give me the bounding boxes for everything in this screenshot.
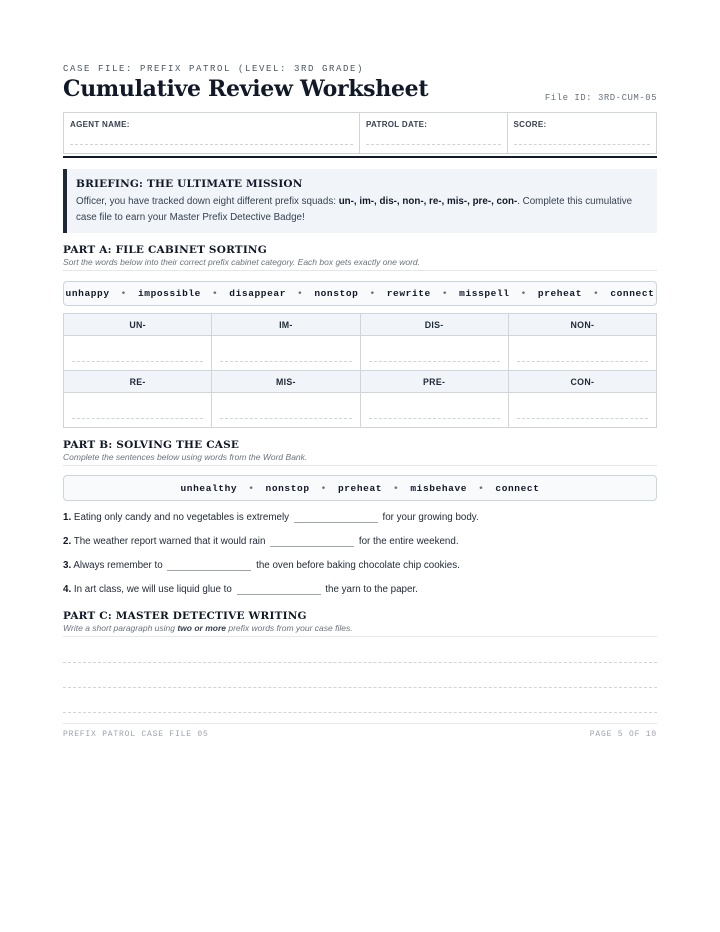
page-title: Cumulative Review Worksheet xyxy=(63,76,429,102)
answer-line xyxy=(517,418,648,419)
briefing-box xyxy=(63,169,657,233)
word-bank-word: preheat xyxy=(337,482,383,494)
answer-box-non[interactable] xyxy=(508,336,656,371)
sentence-number: 1. xyxy=(63,512,72,523)
bullet-separator: • xyxy=(120,288,127,299)
part-c-subtitle-before: Write a short paragraph using xyxy=(63,623,178,633)
agent-name-field[interactable] xyxy=(64,113,360,153)
part-b-header xyxy=(63,439,657,466)
category-re: RE- xyxy=(64,371,212,393)
writing-line[interactable] xyxy=(63,662,657,663)
agent-name-label: AGENT NAME: xyxy=(70,120,130,129)
bullet-separator: • xyxy=(520,288,527,299)
bullet-separator: • xyxy=(441,288,449,299)
patrol-date-label: PATROL DATE: xyxy=(366,120,428,129)
briefing-prefixes: un-, im-, dis-, non-, re-, mis-, pre-, con- xyxy=(338,196,518,207)
word-bank-word: nonstop xyxy=(265,482,310,494)
bullet-separator: • xyxy=(320,482,327,494)
answer-box-mis[interactable] xyxy=(212,393,360,428)
fill-in-blank[interactable] xyxy=(167,559,251,571)
category-im: IM- xyxy=(212,314,360,336)
briefing-text-after: . Complete this cumulative case file to earn your Master Prefix Detective Badge! xyxy=(76,196,633,223)
patrol-date-field[interactable] xyxy=(360,113,508,153)
answer-box-un[interactable] xyxy=(64,336,212,371)
sentence-number: 4. xyxy=(63,584,72,595)
sentence-text-after: the yarn to the paper. xyxy=(325,584,418,595)
answer-box-con[interactable] xyxy=(508,393,656,428)
sentence-text-after: for your growing body. xyxy=(382,512,479,523)
part-c-title: PART C: MASTER DETECTIVE WRITING xyxy=(63,610,307,622)
fill-in-blank[interactable] xyxy=(270,535,354,547)
part-a-title: PART A: FILE CABINET SORTING xyxy=(63,244,267,256)
agent-info-grid xyxy=(63,112,657,154)
sentence-number: 3. xyxy=(63,560,72,571)
word-bank-word: preheat xyxy=(537,288,583,299)
sentence-text-before: Eating only candy and no vegetables is extremely xyxy=(73,512,290,523)
word-bank-word: connect xyxy=(495,482,540,494)
answer-line xyxy=(220,361,351,362)
footer-page-number: PAGE 5 OF 10 xyxy=(589,730,657,739)
word-bank-word: unhealthy xyxy=(180,482,238,494)
patrol-date-line xyxy=(366,144,501,145)
answer-line xyxy=(517,361,648,362)
case-file-label: CASE FILE: PREFIX PATROL (LEVEL: 3RD GRADE) xyxy=(63,64,365,74)
word-bank-word: misbehave xyxy=(410,482,468,494)
answer-line xyxy=(220,418,351,419)
answer-line xyxy=(72,418,203,419)
answer-line xyxy=(369,418,500,419)
word-bank-word: disappear xyxy=(229,288,287,299)
category-con: CON- xyxy=(508,371,656,393)
answer-line xyxy=(369,361,500,362)
category-pre: PRE- xyxy=(360,371,508,393)
score-label: SCORE: xyxy=(513,120,547,129)
bullet-separator: • xyxy=(593,288,600,299)
bullet-separator: • xyxy=(478,482,485,494)
part-a-word-bank xyxy=(63,281,657,306)
briefing-text-before: Officer, you have tracked down eight different prefix squads: xyxy=(76,196,339,207)
part-c-header xyxy=(63,610,657,637)
header-divider xyxy=(63,156,657,158)
word-bank-word: misspell xyxy=(459,288,510,299)
answer-box-pre[interactable] xyxy=(360,393,508,428)
bullet-separator: • xyxy=(211,288,219,299)
fill-in-blank[interactable] xyxy=(294,511,378,523)
writing-line[interactable] xyxy=(63,687,657,688)
part-a-subtitle: Sort the words below into their correct prefix cabinet category. Each box gets exactly one word. xyxy=(63,257,657,271)
sentence-text-before: The weather report warned that it would rain xyxy=(73,536,266,547)
sentence-text-before: In art class, we will use liquid glue to xyxy=(73,584,232,595)
fill-in-blank[interactable] xyxy=(237,583,321,595)
bullet-separator: • xyxy=(393,482,400,494)
part-b-subtitle: Complete the sentences below using words from the Word Bank. xyxy=(63,452,657,466)
part-c-subtitle xyxy=(63,623,657,637)
answer-box-dis[interactable] xyxy=(360,336,508,371)
part-c-subtitle-after: prefix words from your case files. xyxy=(226,623,353,633)
footer-divider xyxy=(63,723,657,724)
word-bank-word: connect xyxy=(610,288,655,299)
category-mis: MIS- xyxy=(212,371,360,393)
word-bank-word: unhappy xyxy=(65,288,110,299)
writing-line[interactable] xyxy=(63,712,657,713)
part-c-subtitle-bold: two or more xyxy=(177,623,226,633)
sentence-1 xyxy=(63,511,479,523)
sentence-3 xyxy=(63,559,460,571)
sentence-text-after: for the entire weekend. xyxy=(358,536,459,547)
part-a-header xyxy=(63,244,657,271)
word-bank-word: nonstop xyxy=(314,288,359,299)
word-bank-word: impossible xyxy=(137,288,201,299)
footer-case-file: PREFIX PATROL CASE FILE 05 xyxy=(63,730,209,739)
answer-box-im[interactable] xyxy=(212,336,360,371)
sentence-number: 2. xyxy=(63,536,72,547)
sentence-4 xyxy=(63,583,418,595)
part-b-word-bank xyxy=(63,475,657,501)
sentence-2 xyxy=(63,535,459,547)
sentence-text-before: Always remember to xyxy=(73,560,163,571)
agent-name-line xyxy=(70,144,353,145)
score-line xyxy=(514,144,651,145)
prefix-sorting-table xyxy=(63,313,657,428)
file-id: File ID: 3RD-CUM-05 xyxy=(544,93,657,103)
briefing-title: BRIEFING: THE ULTIMATE MISSION xyxy=(76,178,303,190)
bullet-separator: • xyxy=(248,482,255,494)
category-un: UN- xyxy=(64,314,212,336)
bullet-separator: • xyxy=(297,288,304,299)
bullet-separator: • xyxy=(369,288,376,299)
score-field[interactable] xyxy=(508,113,657,153)
answer-box-re[interactable] xyxy=(64,393,212,428)
category-non: NON- xyxy=(508,314,656,336)
briefing-text xyxy=(76,194,645,225)
part-b-title: PART B: SOLVING THE CASE xyxy=(63,439,240,451)
answer-line xyxy=(72,361,203,362)
category-dis: DIS- xyxy=(360,314,508,336)
sentence-text-after: the oven before baking chocolate chip cookies. xyxy=(256,560,460,571)
word-bank-word: rewrite xyxy=(386,288,431,299)
